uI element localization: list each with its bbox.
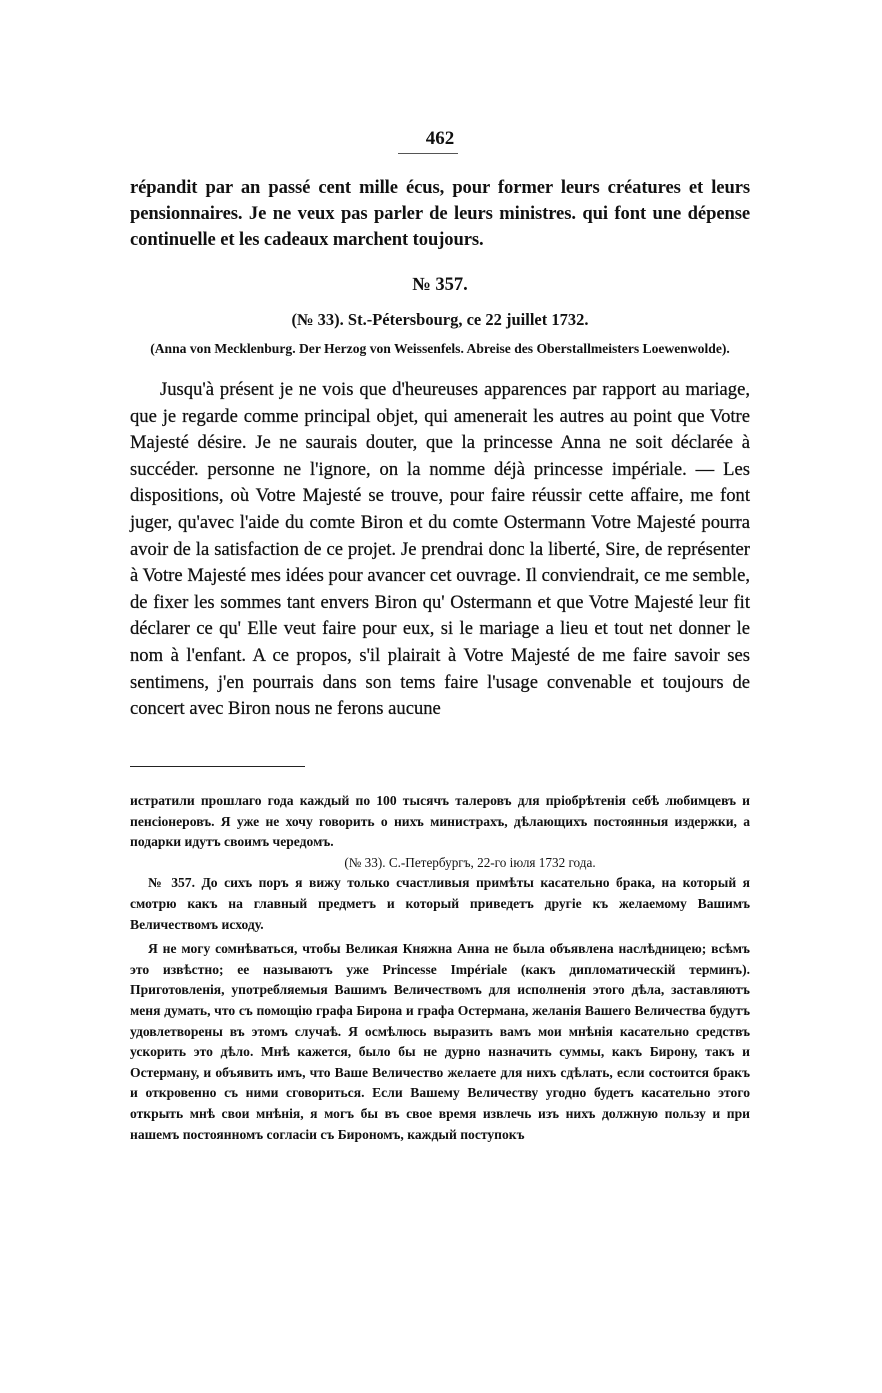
translation-separator-rule xyxy=(130,766,305,767)
french-body-paragraph: Jusqu'à présent je ne vois que d'heureuses apparences par rapport au mariage, que je regarde comme principal objet, qui amenerait les autres au point que Votre Majesté désire. Je ne saurais douter, que la princesse Anna ne soit déclarée à succéder. personne ne l'ignore, on la nomme déjà princesse impériale. — Les dispositions, où Votre Majesté se trouve, pour faire réussir cette affaire, me font juger, qu'avec l'aide du comte Biron et du comte Ostermann Votre Majesté pourra avoir de la satisfaction de ce projet. Je prendrai donc la liberté, Sire, de représenter à Votre Majesté mes idées pour avancer cet ouvrage. Il conviendrait, ce me semble, de fixer les sommes tant envers Biron qu' Ostermann et que Votre Majesté leur fit déclarer ce qu' Elle veut faire pour eux, si le mariage a lieu et tout net donner le nom à l'enfant. A ce propos, s'il plairait à Votre Majesté de me faire savoir ses sentimens, j'en pourrais dans son tems faire l'usage convenable et toujours de concert avec Biron nous ne ferons aucune xyxy=(130,379,750,720)
russian-continuation-paragraph: истратили прошлаго года каждый по 100 тысячъ талеровъ для пріобрѣтенія себѣ любимцевъ и пенсіонеровъ. Я уже не хочу говорить о нихъ министрахъ, дѣлающихъ постоянныя издержки, а подарки идутъ своимъ чередомъ. xyxy=(130,793,750,850)
french-dateline: (№ 33). St.-Pétersbourg, ce 22 juillet 1732. xyxy=(291,310,589,329)
page-number-rule xyxy=(398,153,458,154)
russian-document-number: № 357. xyxy=(148,875,195,891)
russian-paragraph-1-text: До сихъ поръ я вижу только счастливыя примѣты касательно брака, на который я смотрю какъ на главный предметъ и который приведетъ другіе къ желаемому Вашимъ Величествомъ исходу. xyxy=(130,875,750,932)
page-number: 462 xyxy=(425,128,455,149)
russian-paragraph-1 xyxy=(130,873,750,935)
german-summary: (Anna von Mecklenburg. Der Herzog von Weissenfels. Abreise des Oberstallmeisters Loewenwolde). xyxy=(150,341,730,356)
french-body-text xyxy=(130,377,750,723)
document-number-heading: № 357. xyxy=(412,275,468,295)
french-continuation-paragraph: répandit par an passé cent mille écus, pour former leurs créatures et leurs pensionnaires. Je ne veux pas parler de leurs ministres. qui font une dépense continuelle et les cadeaux marchent toujours. xyxy=(130,177,750,250)
russian-dateline: (№ 33). С.-Петербургъ, 22-го іюля 1732 года. xyxy=(344,854,596,870)
russian-paragraph-2: Я не могу сомнѣваться, чтобы Великая Княжна Анна не была объявлена наслѣдницею; всѣмъ это извѣстно; ее называютъ уже Princesse Impériale (какъ дипломатическій терминъ). Приготовленія, употребляемыя Вашимъ Величествомъ для исполненія этого дѣла, заставляютъ меня думать, что съ помощію графа Бирона и графа Остермана, желанія Вашего Величества будутъ удовлетворены въ этомъ случаѣ. Я осмѣлюсь выразить вамъ мои мнѣнія касательно средствъ ускорить это дѣло. Мнѣ кажется, было бы не дурно назначить суммы, какъ Бирону, такъ и Остерману, и объявить имъ, что Ваше Величество желаете для нихъ сдѣлать, если состоится бракъ и откровенно съ ними сговориться. Если Вашему Величеству угодно будетъ касательно этого открыть мнѣ свои мнѣнія, я могъ бы въ свое время извлечь изъ нихъ должную пользу и при нашемъ постоянномъ согласіи съ Бирономъ, каждый поступокъ xyxy=(130,941,750,1142)
russian-translation-block xyxy=(130,791,750,1145)
